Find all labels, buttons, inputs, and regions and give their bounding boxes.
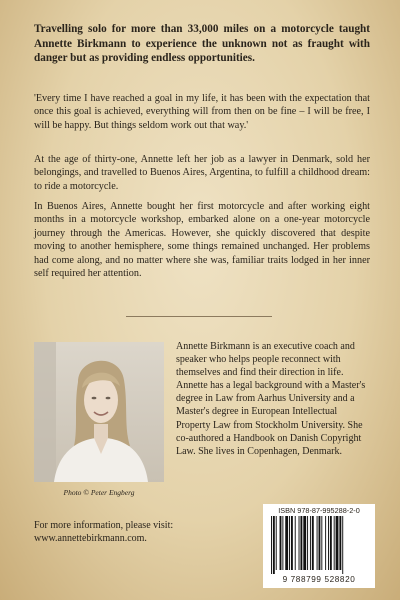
barcode-bars [269, 516, 369, 574]
visit-label: For more information, please visit: [34, 520, 174, 531]
photo-credit: Photo © Peter Engberg [63, 488, 135, 497]
story-paragraph-2: At the age of thirty-one, Annette left her job as a lawyer in Denmark, sold her belongings, and travelled to Buenos Aires, Argentina, to fulfill a childhood dream: to ride a motorcycle. [34, 154, 370, 192]
website-link[interactable]: www.annettebirkmann.com. [34, 533, 147, 545]
barcode-digits: 9 788799 528820 [282, 575, 356, 584]
tagline: Travelling solo for more than 33,000 miles on a motorcycle taught Annette Birkmann to experience the unknown not as fraught with danger but as providing endless opportunities. [34, 23, 370, 64]
more-info [34, 519, 234, 545]
author-photo [34, 342, 164, 482]
divider [126, 316, 272, 317]
story-paragraph-3: In Buenos Aires, Annette bought her first motorcycle and after working eight months in a motorcycle workshop, embarked alone on a one-year motorcycle journey through the Americas. However, she quickly discovered that despite moving to another hemisphere, some things remained unchanged. Her problems had come along, and no matter where she was, familiar traits lodged in her inner self required her attention. [34, 201, 370, 280]
author-bio: Annette Birkmann is an executive coach and speaker who helps people reconnect with themselves and find their direction in life. Annette has a legal background with a Master's degree in Law from Aarhus University and a Master's degree in European Intellectual Property Law from Stockholm University. She co-authored a Handbook on Danish Copyright Law. She lives in Copenhagen, Denmark. [176, 341, 366, 457]
isbn-barcode [263, 504, 375, 588]
author-quote: 'Every time I have reached a goal in my life, it has been with the expectation that once this goal is achieved, everything will from then on be fine – I will be free, I will be happy. But things seldom work out that way.' [34, 93, 370, 131]
isbn-number: ISBN 978-87-995288-2-0 [278, 506, 360, 515]
